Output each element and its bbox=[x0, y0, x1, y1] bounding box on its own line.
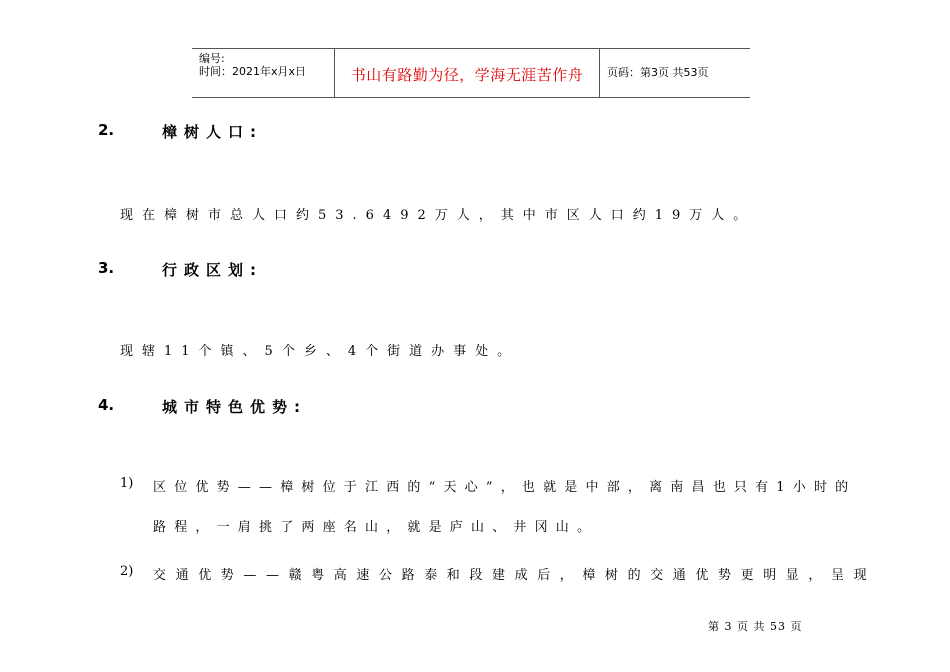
section-title: 行政区划: bbox=[162, 261, 263, 279]
header-page-info: 页码：第3页 共53页 bbox=[607, 66, 709, 79]
section-number: 3. bbox=[98, 259, 115, 277]
list-item-number: 1) bbox=[120, 476, 134, 491]
list-item-text: 路程，一肩挑了两座名山，就是庐山、井冈山。 bbox=[153, 520, 599, 535]
section-number: 4. bbox=[98, 396, 115, 414]
list-item-number: 2) bbox=[120, 564, 134, 579]
motto-text: 书山有路勤为径，学海无涯苦作舟 bbox=[350, 66, 584, 84]
list-item-text: 区位优势——樟树位于江西的“天心”，也就是中部，离南昌也只有1小时的 bbox=[153, 480, 857, 495]
header-page-cell bbox=[600, 49, 750, 97]
section-title: 樟树人口: bbox=[162, 123, 263, 141]
section-number: 2. bbox=[98, 121, 115, 139]
header-meta-cell bbox=[192, 49, 335, 97]
page-header bbox=[192, 48, 750, 98]
time-label: 时间：2021年x月x日 bbox=[199, 65, 307, 78]
list-item-text: 交通优势——赣粤高速公路泰和段建成后，樟树的交通优势更明显，呈现 bbox=[153, 568, 877, 583]
page-footer: 第 3 页 共 53 页 bbox=[708, 620, 803, 633]
number-label: 编号: bbox=[199, 52, 225, 65]
division-paragraph: 现辖11个镇、5个乡、4个街道办事处。 bbox=[120, 344, 520, 359]
header-motto-cell bbox=[335, 49, 600, 97]
section-title: 城市特色优势: bbox=[162, 398, 307, 416]
population-paragraph: 现在樟树市总人口约53.6492万人，其中市区人口约19万人。 bbox=[120, 208, 756, 223]
